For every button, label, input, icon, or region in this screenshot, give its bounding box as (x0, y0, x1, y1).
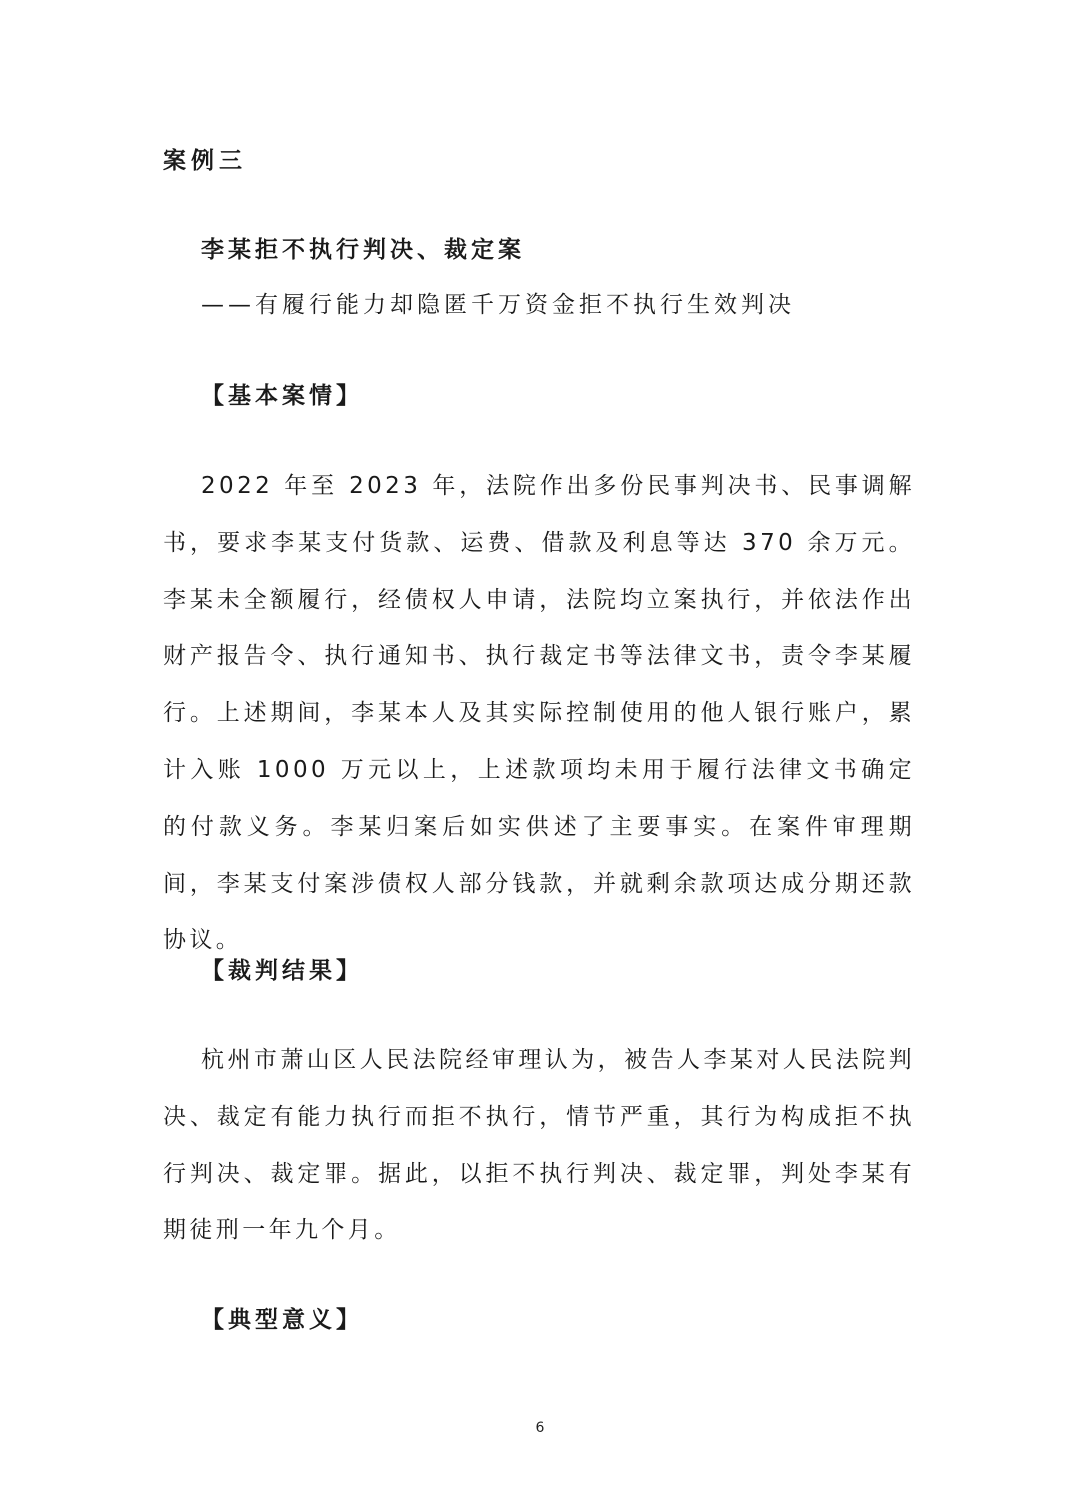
case-label: 案例三 (163, 148, 247, 174)
section-heading-significance: 【典型意义】 (201, 1307, 363, 1333)
paragraph-judgment: 杭州市萧山区人民法院经审理认为，被告人李某对人民法院判决、裁定有能力执行而拒不执行，情节严重，其行为构成拒不执行判决、裁定罪。据此，以拒不执行判决、裁定罪，判处李某有期徒刑一年九个月。 (163, 1047, 915, 1244)
page-number: 6 (535, 1420, 545, 1436)
case-subtitle: ——有履行能力却隐匿千万资金拒不执行生效判决 (201, 292, 795, 318)
paragraph-basic-facts: 2022 年至 2023 年，法院作出多份民事判决书、民事调解书，要求李某支付货款、运费、借款及利息等达 370 余万元。李某未全额履行，经债权人申请，法院均立案执行，并依法作出财产报告令、执行通知书、执行裁定书等法律文书，责令李某履行。上述期间，李某本人及其实际控制使用的他人银行账户，累计入账 1000 万元以上，上述款项均未用于履行法律文书确定的付款义务。李某归案后如实供述了主要事实。在案件审理期间，李某支付案涉债权人部分钱款，并就剩余款项达成分期还款协议。 (163, 473, 915, 954)
section-heading-judgment: 【裁判结果】 (201, 958, 363, 984)
section-heading-basic-facts: 【基本案情】 (201, 383, 363, 409)
case-title: 李某拒不执行判决、裁定案 (201, 237, 525, 263)
